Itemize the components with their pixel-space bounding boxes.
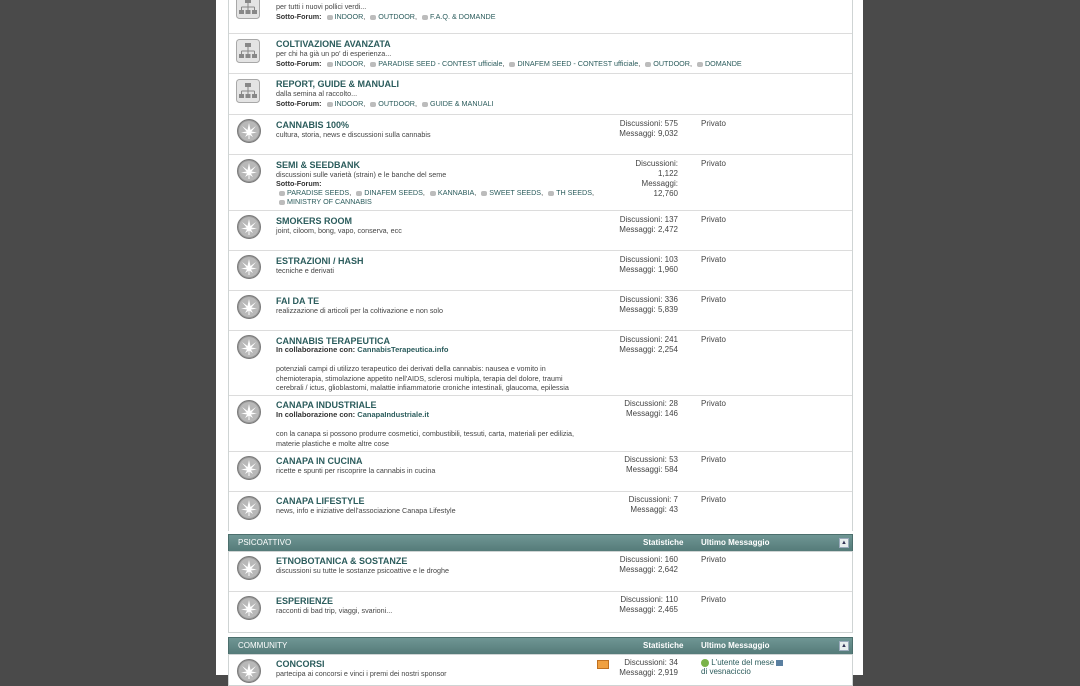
forum-stats bbox=[619, 295, 678, 315]
last-post: Privato bbox=[701, 159, 726, 168]
thread-count: Discussioni: 241 bbox=[619, 335, 678, 344]
forum-row[interactable] bbox=[229, 74, 852, 115]
cannabis-leaf-icon bbox=[237, 456, 261, 480]
forum-title-etnobotanica[interactable]: ETNOBOTANICA & SOSTANZE bbox=[276, 556, 408, 566]
forum-row[interactable] bbox=[229, 331, 852, 396]
forum-row[interactable] bbox=[229, 396, 852, 452]
cannabis-leaf-icon bbox=[237, 335, 261, 359]
forum-description: news, info e iniziative dell'associazione Canapa Lifestyle bbox=[276, 506, 456, 515]
category-title[interactable]: COMMUNITY bbox=[238, 641, 288, 650]
thread-count: 1,122 bbox=[657, 169, 678, 178]
thread-label: Discussioni: bbox=[635, 159, 678, 168]
last-post: Privato bbox=[701, 295, 726, 304]
thread-count: Discussioni: 53 bbox=[624, 455, 678, 464]
post-icon bbox=[701, 659, 709, 667]
subforum-link-kannabia[interactable]: KANNABIA bbox=[427, 188, 474, 197]
thread-count: Discussioni: 110 bbox=[620, 595, 678, 604]
forum-stats bbox=[635, 159, 678, 199]
cannabis-leaf-icon bbox=[237, 659, 261, 683]
thread-count: Discussioni: 137 bbox=[619, 215, 678, 224]
subforum-list: Sotto-Forum: INDOOR, PARADISE SEED - CONTEST ufficiale, DINAFEM SEED - CONTEST ufficiale, OUTDOOR, DOMANDE bbox=[276, 59, 742, 68]
forum-description: racconti di bad trip, viaggi, svarioni... bbox=[276, 606, 393, 615]
subforum-list: PARADISE SEEDS, DINAFEM SEEDS, KANNABIA, SWEET SEEDS, TH SEEDS, bbox=[276, 188, 594, 197]
forum-row[interactable] bbox=[229, 0, 852, 34]
forum-stats bbox=[619, 658, 678, 678]
thread-count: Discussioni: 575 bbox=[619, 119, 678, 128]
last-post: Privato bbox=[701, 495, 726, 504]
last-post: Privato bbox=[701, 555, 726, 564]
last-post-link[interactable]: L'utente del mese bbox=[711, 658, 775, 667]
subforum-link-indoor[interactable]: INDOOR bbox=[324, 99, 364, 108]
forum-section-cannabis bbox=[228, 0, 853, 531]
cannabis-leaf-icon bbox=[237, 119, 261, 143]
stats-column-header: Statistiche bbox=[643, 538, 684, 547]
subforum-link-ministry[interactable]: MINISTRY OF CANNABIS bbox=[276, 197, 372, 206]
thread-count: Discussioni: 160 bbox=[619, 555, 678, 564]
category-header-community[interactable] bbox=[228, 637, 853, 655]
cannabis-leaf-icon bbox=[237, 496, 261, 520]
last-post-author[interactable]: di vesnaciccio bbox=[701, 667, 751, 676]
subforum-link-dinafem-contest[interactable]: DINAFEM SEED - CONTEST ufficiale bbox=[506, 59, 638, 68]
last-post: Privato bbox=[701, 119, 726, 128]
forum-description: ricette e spunti per riscoprire la cannabis in cucina bbox=[276, 466, 436, 475]
forum-description: potenziali campi di utilizzo terapeutico dei derivati della cannabis: nausea e vomito in chemioterapia, stimolazione appetito nell'AIDS, sclerosi multipla, terapia del dolore, traumi cerebrali / ictus, glioblastomi, malattie infiammatorie croniche intestinali, glaucoma, epilessia bbox=[276, 364, 569, 392]
subforum-link-outdoor[interactable]: OUTDOOR bbox=[642, 59, 690, 68]
forum-stats bbox=[619, 335, 678, 355]
post-count: Messaggi: 2,919 bbox=[619, 668, 678, 677]
rss-icon[interactable] bbox=[597, 660, 609, 669]
forum-row[interactable] bbox=[229, 251, 852, 291]
forum-description: tecniche e derivati bbox=[276, 266, 334, 275]
forum-row[interactable] bbox=[229, 552, 852, 592]
subforum-label: Sotto-Forum: bbox=[276, 12, 322, 21]
forum-stats bbox=[624, 455, 678, 475]
forum-title-canapa-industriale[interactable]: CANAPA INDUSTRIALE bbox=[276, 400, 377, 410]
collaboration-label: In collaborazione con: bbox=[276, 345, 356, 354]
post-label: Messaggi: bbox=[641, 179, 678, 188]
subforum-link-indoor[interactable]: INDOOR bbox=[324, 12, 364, 21]
last-post: Privato bbox=[701, 335, 726, 344]
cannabis-leaf-icon bbox=[237, 295, 261, 319]
post-count: Messaggi: 2,642 bbox=[619, 565, 678, 574]
forum-group-icon bbox=[236, 39, 260, 63]
category-header-psicoattivo[interactable] bbox=[228, 534, 853, 552]
subforum-label: Sotto-Forum: bbox=[276, 99, 322, 108]
forum-description: partecipa ai concorsi e vinci i premi dei nostri sponsor bbox=[276, 669, 447, 678]
thread-count: Discussioni: 7 bbox=[628, 495, 678, 504]
last-post-column-header: Ultimo Messaggio bbox=[701, 538, 770, 547]
forum-row[interactable] bbox=[229, 34, 852, 74]
forum-row[interactable] bbox=[229, 452, 852, 492]
subforum-link-outdoor[interactable]: OUTDOOR bbox=[367, 12, 415, 21]
cannabis-leaf-icon bbox=[237, 215, 261, 239]
post-count: Messaggi: 584 bbox=[625, 465, 678, 474]
last-post: Privato bbox=[701, 255, 726, 264]
collaboration-note bbox=[276, 410, 429, 419]
forum-group-icon bbox=[236, 79, 260, 103]
post-count: Messaggi: 2,465 bbox=[619, 605, 678, 614]
forum-section-community bbox=[228, 654, 853, 686]
subforum-link-outdoor[interactable]: OUTDOOR bbox=[367, 99, 415, 108]
forum-description: per chi ha già un po' di esperienza... bbox=[276, 49, 392, 58]
last-post: Privato bbox=[701, 595, 726, 604]
last-post: Privato bbox=[701, 455, 726, 464]
forum-title-cannabis-100[interactable]: CANNABIS 100% bbox=[276, 120, 350, 130]
subforum-link-paradise-contest[interactable]: PARADISE SEED - CONTEST ufficiale bbox=[367, 59, 502, 68]
cannabis-leaf-icon bbox=[237, 400, 261, 424]
forum-description: discussioni sulle varietà (strain) e le banche del seme bbox=[276, 170, 447, 179]
forum-row[interactable] bbox=[229, 155, 852, 211]
forum-row[interactable] bbox=[229, 211, 852, 251]
subforum-link-sweet-seeds[interactable]: SWEET SEEDS bbox=[478, 188, 541, 197]
forum-stats bbox=[624, 399, 678, 419]
collapse-icon[interactable]: ▲ bbox=[839, 641, 849, 651]
subforum-link-domande[interactable]: DOMANDE bbox=[694, 59, 742, 68]
post-count: Messaggi: 9,032 bbox=[619, 129, 678, 138]
last-post-column-header: Ultimo Messaggio bbox=[701, 641, 770, 650]
forum-title-cannabis-terapeutica[interactable]: CANNABIS TERAPEUTICA bbox=[276, 336, 391, 346]
cannabis-leaf-icon bbox=[237, 596, 261, 620]
post-count: Messaggi: 146 bbox=[625, 409, 678, 418]
last-post: Privato bbox=[701, 215, 726, 224]
forum-title-concorsi[interactable]: CONCORSI bbox=[276, 659, 325, 669]
forum-description: realizzazione di articoli per la coltivazione e non solo bbox=[276, 306, 444, 315]
forum-stats bbox=[619, 215, 678, 235]
forum-stats bbox=[619, 555, 678, 575]
post-count: Messaggi: 43 bbox=[630, 505, 678, 514]
forum-stats bbox=[629, 495, 678, 515]
post-count: Messaggi: 2,254 bbox=[619, 345, 678, 354]
forum-title-esperienze[interactable]: ESPERIENZE bbox=[276, 596, 334, 606]
forum-row[interactable] bbox=[229, 115, 852, 155]
subforum-list bbox=[276, 179, 322, 188]
forum-title-coltivazione-avanzata[interactable]: COLTIVAZIONE AVANZATA bbox=[276, 39, 391, 49]
forum-description: con la canapa si possono produrre cosmetici, combustibili, tessuti, carta, materiali per edilizia, materie plastiche e molte altre cose bbox=[276, 429, 575, 448]
subforum-link-th-seeds[interactable]: TH SEEDS bbox=[545, 188, 592, 197]
thread-count: Discussioni: 28 bbox=[624, 399, 678, 408]
forum-title-estrazioni-hash[interactable]: ESTRAZIONI / HASH bbox=[276, 256, 364, 266]
category-title[interactable]: PSICOATTIVO bbox=[238, 538, 292, 547]
forum-row[interactable] bbox=[229, 655, 852, 686]
forum-title-semi-seedbank[interactable]: SEMI & SEEDBANK bbox=[276, 160, 361, 170]
subforum-link-faq[interactable]: F.A.Q. & DOMANDE bbox=[419, 12, 496, 21]
forum-title-fai-da-te[interactable]: FAI DA TE bbox=[276, 296, 320, 306]
stats-column-header: Statistiche bbox=[643, 641, 684, 650]
collaboration-note bbox=[276, 345, 448, 354]
collaboration-link[interactable]: CanapaIndustriale.it bbox=[357, 410, 429, 419]
forum-title-report-guide[interactable]: REPORT, GUIDE & MANUALI bbox=[276, 79, 400, 89]
post-count: Messaggi: 5,839 bbox=[619, 305, 678, 314]
post-count: Messaggi: 1,960 bbox=[619, 265, 678, 274]
subforum-link-paradise-seeds[interactable]: PARADISE SEEDS bbox=[276, 188, 349, 197]
forum-title-canapa-lifestyle[interactable]: CANAPA LIFESTYLE bbox=[276, 496, 365, 506]
forum-row[interactable] bbox=[229, 492, 852, 531]
post-count: Messaggi: 2,472 bbox=[619, 225, 678, 234]
subforum-link-guide-manuali[interactable]: GUIDE & MANUALI bbox=[419, 99, 494, 108]
forum-row[interactable] bbox=[229, 592, 852, 631]
cannabis-leaf-icon bbox=[237, 255, 261, 279]
post-count: 12,760 bbox=[653, 189, 678, 198]
collapse-icon[interactable]: ▲ bbox=[839, 538, 849, 548]
forum-title-canapa-in-cucina[interactable]: CANAPA IN CUCINA bbox=[276, 456, 363, 466]
forum-description: discussioni su tutte le sostanze psicoattive e le droghe bbox=[276, 566, 449, 575]
go-to-last-post-icon[interactable] bbox=[776, 660, 783, 666]
forum-description: cultura, storia, news e discussioni sulla cannabis bbox=[276, 130, 431, 139]
forum-description: dalla semina al raccolto... bbox=[276, 89, 358, 98]
subforum-list: Sotto-Forum: INDOOR, OUTDOOR, GUIDE & MANUALI bbox=[276, 99, 494, 108]
thread-count: Discussioni: 34 bbox=[624, 658, 678, 667]
cannabis-leaf-icon bbox=[237, 159, 261, 183]
collaboration-link[interactable]: CannabisTerapeutica.info bbox=[357, 345, 449, 354]
subforum-list bbox=[276, 197, 372, 206]
thread-count: Discussioni: 103 bbox=[619, 255, 678, 264]
forum-stats bbox=[619, 255, 678, 275]
subforum-link-dinafem-seeds[interactable]: DINAFEM SEEDS bbox=[353, 188, 423, 197]
forum-description: per tutti i nuovi pollici verdi... bbox=[276, 2, 367, 11]
forum-row[interactable] bbox=[229, 291, 852, 331]
subforum-label: Sotto-Forum: bbox=[276, 59, 322, 68]
forum-title-smokers-room[interactable]: SMOKERS ROOM bbox=[276, 216, 353, 226]
forum-description: joint, ciloom, bong, vapo, conserva, ecc bbox=[276, 226, 402, 235]
forum-stats bbox=[619, 595, 678, 615]
forum-page bbox=[216, 0, 863, 678]
subforum-link-indoor[interactable]: INDOOR bbox=[324, 59, 364, 68]
forum-stats bbox=[619, 119, 678, 139]
forum-section-psicoattivo bbox=[228, 551, 853, 633]
subforum-list: Sotto-Forum: INDOOR, OUTDOOR, F.A.Q. & DOMANDE bbox=[276, 12, 496, 21]
last-post: Privato bbox=[701, 399, 726, 408]
cannabis-leaf-icon bbox=[237, 556, 261, 580]
last-post bbox=[701, 658, 783, 676]
thread-count: Discussioni: 336 bbox=[619, 295, 678, 304]
collaboration-label: In collaborazione con: bbox=[276, 410, 356, 419]
subforum-label: Sotto-Forum: bbox=[276, 179, 322, 188]
forum-group-icon bbox=[236, 0, 260, 19]
